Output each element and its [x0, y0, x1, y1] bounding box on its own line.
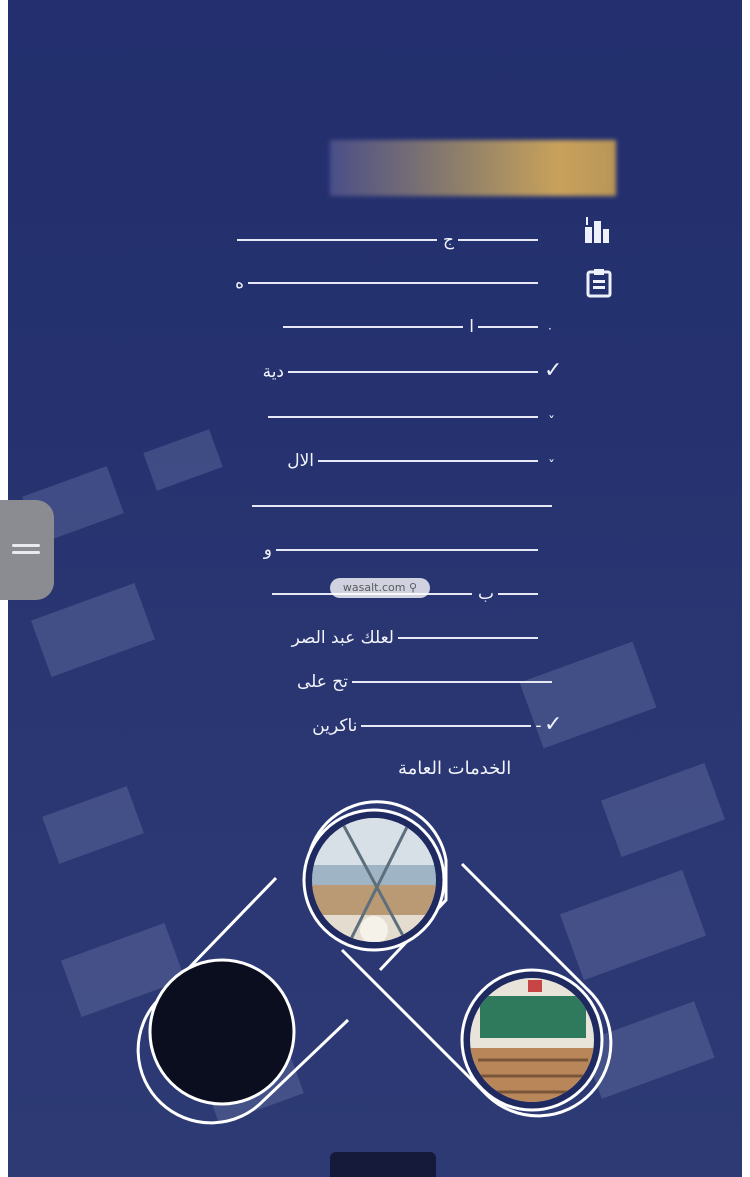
location-pin-icon: ⚲	[409, 581, 418, 594]
photo-loop-decoration	[8, 0, 742, 1177]
feature-text-8: و	[263, 540, 272, 560]
feature-text-4: دية	[262, 362, 284, 382]
watermark: wasalt.com ⚲	[330, 578, 430, 598]
feature-row-12: - ناكرين	[312, 716, 542, 736]
mall-photo	[304, 810, 444, 950]
check-icon: ✓	[544, 712, 563, 737]
side-menu-handle[interactable]	[0, 500, 54, 600]
check-icon: ˇ	[548, 459, 555, 475]
blacked-out-photo	[150, 960, 294, 1104]
feature-text-12: ناكرين	[312, 716, 358, 736]
feature-text-10: لعلك عبد الصر	[291, 628, 394, 648]
feature-text-6: الال	[287, 451, 314, 471]
classroom-photo	[462, 970, 602, 1110]
check-icon: ✓	[544, 358, 563, 383]
feature-text-11: تح على	[296, 672, 348, 692]
feature-text-2: ه	[235, 273, 244, 293]
bottom-bar	[330, 1152, 436, 1177]
poster	[8, 0, 742, 1177]
check-icon: ˇ	[548, 415, 555, 431]
services-title: الخدمات العامة	[398, 758, 512, 779]
menu-icon	[12, 540, 40, 558]
feature-text-9: ب	[477, 584, 494, 604]
feature-text-1: ج	[443, 230, 454, 250]
check-icon: ·	[548, 322, 552, 336]
feature-text-3: ا	[469, 317, 474, 337]
